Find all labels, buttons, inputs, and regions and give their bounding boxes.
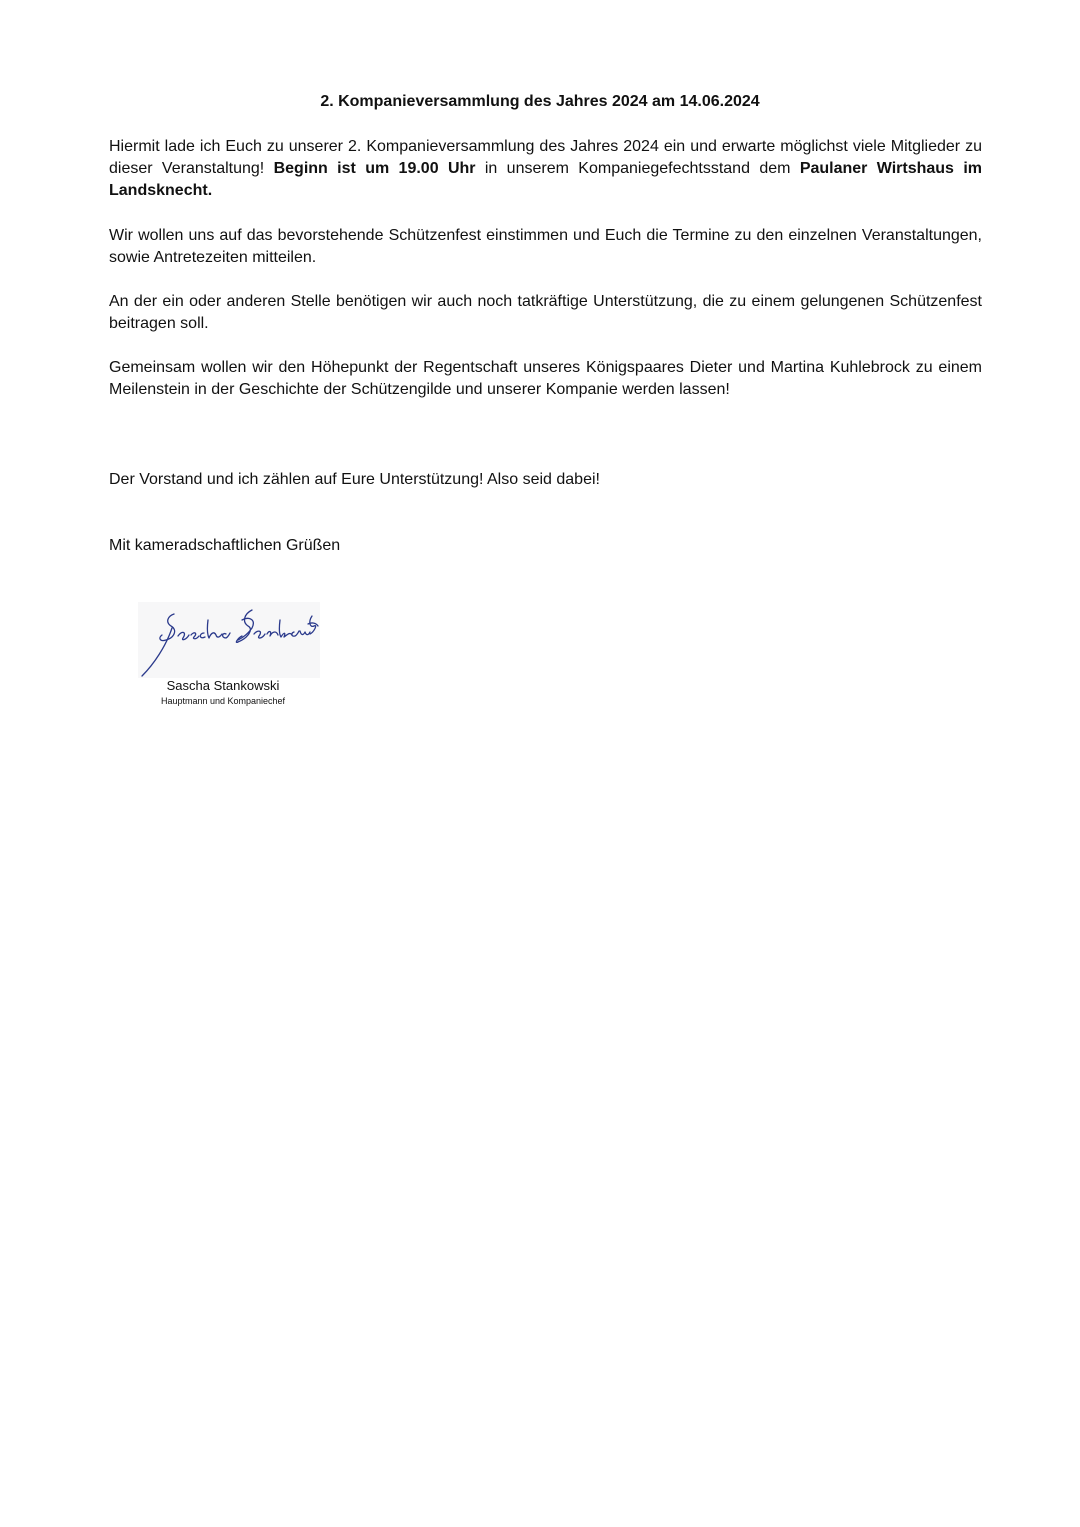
- invitation-text-middle: in unserem Kompaniegefechtsstand dem: [475, 160, 800, 177]
- paragraph-schedule: Wir wollen uns auf das bevorstehende Schützenfest einstimmen und Euch die Termine zu den einzelnen Veranstaltungen, sowie Antretezeiten mitteilen.: [109, 227, 982, 266]
- signature-drawing: [138, 602, 320, 678]
- paragraph-regency: Gemeinsam wollen wir den Höhepunkt der Regentschaft unseres Königspaares Dieter und Martina Kuhlebrock zu einem Meilenstein in der Geschichte der Schützengilde und unserer Kompanie werden lassen!: [109, 359, 982, 398]
- paragraph-invitation: [109, 136, 982, 202]
- signer-name: Sascha Stankowski: [166, 678, 280, 693]
- signer-role: Hauptmann und Kompaniechef: [160, 696, 286, 706]
- invitation-text-start: Hiermit lade ich Euch zu unserer 2. Kompanieversammlung des Jahres 2024 ein und erwarte möglichst viele Mitglieder zu dieser Veranstaltung!: [109, 138, 982, 177]
- document-title: 2. Kompanieversammlung des Jahres 2024 am 14.06.2024: [320, 93, 760, 110]
- paragraph-call-to-action: Der Vorstand und ich zählen auf Eure Unterstützung! Also seid dabei!: [109, 471, 600, 488]
- handwritten-signature: [138, 602, 320, 678]
- venue-highlight: Paulaner Wirtshaus im Landsknecht.: [109, 160, 982, 199]
- paragraph-support: An der ein oder anderen Stelle benötigen wir auch noch tatkräftige Unterstützung, die zu einem gelungenen Schützenfest beitragen soll.: [109, 293, 982, 332]
- start-time-highlight: Beginn ist um 19.00 Uhr: [273, 160, 476, 177]
- closing-greeting: Mit kameradschaftlichen Grüßen: [109, 537, 341, 554]
